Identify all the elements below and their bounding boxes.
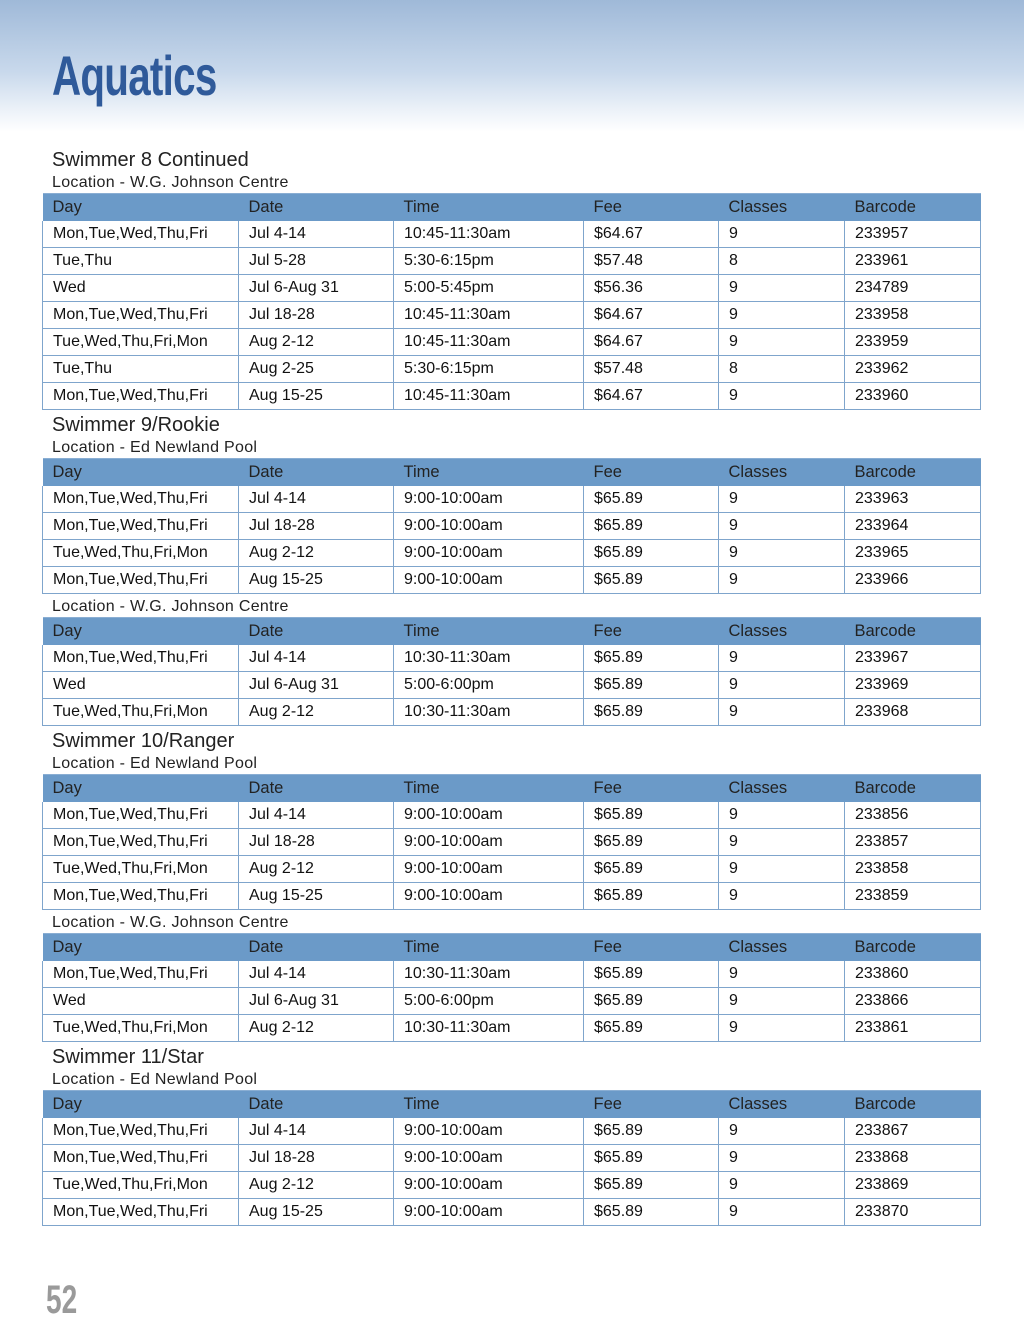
- column-header: Fee: [584, 194, 719, 222]
- table-cell: Mon,Tue,Wed,Thu,Fri: [43, 961, 239, 988]
- table-row: [43, 856, 981, 883]
- table-cell: 233868: [845, 1145, 981, 1172]
- table-cell: 9:00-10:00am: [394, 829, 584, 856]
- table-cell: Jul 6-Aug 31: [239, 672, 394, 699]
- table-cell: 10:30-11:30am: [394, 645, 584, 672]
- section-title: Swimmer 10/Ranger: [52, 730, 235, 752]
- table-cell: 9: [719, 302, 845, 329]
- table-cell: $65.89: [584, 1199, 719, 1226]
- table-row: [43, 567, 981, 594]
- table-cell: 9: [719, 513, 845, 540]
- table-cell: 9: [719, 883, 845, 910]
- table-row: [43, 486, 981, 513]
- column-header: Time: [394, 934, 584, 962]
- table-cell: 8: [719, 248, 845, 275]
- table-cell: 10:45-11:30am: [394, 383, 584, 410]
- table-cell: Jul 5-28: [239, 248, 394, 275]
- table-cell: $56.36: [584, 275, 719, 302]
- table-cell: Tue,Wed,Thu,Fri,Mon: [43, 1015, 239, 1042]
- table-cell: $65.89: [584, 829, 719, 856]
- column-header: Time: [394, 194, 584, 222]
- column-header: Barcode: [845, 775, 981, 803]
- table-cell: 9: [719, 1199, 845, 1226]
- table-row: [43, 221, 981, 248]
- table-cell: Jul 6-Aug 31: [239, 275, 394, 302]
- table-cell: $65.89: [584, 699, 719, 726]
- table-row: [43, 248, 981, 275]
- table-cell: 233958: [845, 302, 981, 329]
- table-cell: Wed: [43, 988, 239, 1015]
- table-cell: 9:00-10:00am: [394, 856, 584, 883]
- location-label: Location - W.G. Johnson Centre: [52, 914, 289, 931]
- schedule-table: [42, 1090, 981, 1226]
- table-cell: Jul 18-28: [239, 513, 394, 540]
- table-cell: Mon,Tue,Wed,Thu,Fri: [43, 1199, 239, 1226]
- table-cell: 233968: [845, 699, 981, 726]
- table-cell: Aug 2-12: [239, 540, 394, 567]
- table-row: [43, 802, 981, 829]
- table-cell: 9: [719, 699, 845, 726]
- column-header: Date: [239, 459, 394, 487]
- table-cell: Aug 2-12: [239, 329, 394, 356]
- table-header-row: [43, 459, 981, 487]
- table-cell: $65.89: [584, 645, 719, 672]
- table-cell: 233964: [845, 513, 981, 540]
- column-header: Fee: [584, 459, 719, 487]
- column-header: Day: [43, 775, 239, 803]
- table-cell: 9: [719, 829, 845, 856]
- table-cell: 5:00-6:00pm: [394, 988, 584, 1015]
- schedule-table: [42, 617, 981, 726]
- table-cell: Mon,Tue,Wed,Thu,Fri: [43, 1118, 239, 1145]
- table-row: [43, 1172, 981, 1199]
- column-header: Barcode: [845, 934, 981, 962]
- table-cell: Mon,Tue,Wed,Thu,Fri: [43, 883, 239, 910]
- column-header: Date: [239, 194, 394, 222]
- table-cell: 9: [719, 802, 845, 829]
- table-row: [43, 1199, 981, 1226]
- table-cell: $65.89: [584, 988, 719, 1015]
- table-cell: Mon,Tue,Wed,Thu,Fri: [43, 221, 239, 248]
- table-cell: Tue,Wed,Thu,Fri,Mon: [43, 856, 239, 883]
- table-cell: Tue,Wed,Thu,Fri,Mon: [43, 1172, 239, 1199]
- table-cell: $65.89: [584, 802, 719, 829]
- table-cell: $64.67: [584, 329, 719, 356]
- table-cell: Aug 15-25: [239, 567, 394, 594]
- location-label: Location - Ed Newland Pool: [52, 439, 258, 456]
- table-cell: 9: [719, 329, 845, 356]
- table-cell: Aug 15-25: [239, 1199, 394, 1226]
- table-cell: 9:00-10:00am: [394, 1199, 584, 1226]
- table-cell: Mon,Tue,Wed,Thu,Fri: [43, 645, 239, 672]
- table-cell: 10:45-11:30am: [394, 221, 584, 248]
- location-label: Location - Ed Newland Pool: [52, 755, 258, 772]
- table-cell: 233962: [845, 356, 981, 383]
- column-header: Classes: [719, 934, 845, 962]
- table-row: [43, 329, 981, 356]
- table-cell: Tue,Wed,Thu,Fri,Mon: [43, 699, 239, 726]
- table-cell: Tue,Thu: [43, 356, 239, 383]
- column-header: Barcode: [845, 618, 981, 646]
- table-cell: 9:00-10:00am: [394, 513, 584, 540]
- table-cell: $65.89: [584, 883, 719, 910]
- page-number: 52: [46, 1278, 78, 1322]
- table-cell: $57.48: [584, 356, 719, 383]
- table-cell: 233969: [845, 672, 981, 699]
- column-header: Time: [394, 775, 584, 803]
- table-cell: 9: [719, 486, 845, 513]
- table-header-row: [43, 618, 981, 646]
- table-cell: $64.67: [584, 221, 719, 248]
- table-cell: 10:30-11:30am: [394, 699, 584, 726]
- table-row: [43, 540, 981, 567]
- table-row: [43, 383, 981, 410]
- table-cell: Aug 2-12: [239, 1172, 394, 1199]
- table-cell: $65.89: [584, 961, 719, 988]
- table-cell: 9:00-10:00am: [394, 567, 584, 594]
- page-title: Aquatics: [52, 44, 217, 107]
- table-header-row: [43, 934, 981, 962]
- location-label: Location - W.G. Johnson Centre: [52, 174, 289, 191]
- column-header: Classes: [719, 775, 845, 803]
- column-header: Classes: [719, 194, 845, 222]
- table-row: [43, 302, 981, 329]
- table-cell: Jul 4-14: [239, 1118, 394, 1145]
- table-cell: $64.67: [584, 383, 719, 410]
- table-cell: 10:30-11:30am: [394, 1015, 584, 1042]
- table-cell: 233867: [845, 1118, 981, 1145]
- table-cell: Tue,Wed,Thu,Fri,Mon: [43, 540, 239, 567]
- table-cell: Mon,Tue,Wed,Thu,Fri: [43, 1145, 239, 1172]
- table-cell: Mon,Tue,Wed,Thu,Fri: [43, 567, 239, 594]
- table-row: [43, 356, 981, 383]
- table-row: [43, 829, 981, 856]
- table-cell: 233861: [845, 1015, 981, 1042]
- column-header: Day: [43, 194, 239, 222]
- table-cell: 10:30-11:30am: [394, 961, 584, 988]
- table-row: [43, 699, 981, 726]
- table-cell: 9: [719, 383, 845, 410]
- table-cell: 9:00-10:00am: [394, 1172, 584, 1199]
- column-header: Date: [239, 934, 394, 962]
- table-cell: 233957: [845, 221, 981, 248]
- table-cell: 8: [719, 356, 845, 383]
- column-header: Barcode: [845, 459, 981, 487]
- table-cell: 9:00-10:00am: [394, 540, 584, 567]
- table-row: [43, 645, 981, 672]
- table-row: [43, 672, 981, 699]
- table-cell: Aug 2-25: [239, 356, 394, 383]
- column-header: Time: [394, 459, 584, 487]
- table-row: [43, 1015, 981, 1042]
- location-label: Location - W.G. Johnson Centre: [52, 598, 289, 615]
- table-row: [43, 1118, 981, 1145]
- table-cell: Jul 4-14: [239, 645, 394, 672]
- table-cell: Aug 2-12: [239, 1015, 394, 1042]
- table-cell: Wed: [43, 275, 239, 302]
- table-cell: Jul 4-14: [239, 486, 394, 513]
- column-header: Fee: [584, 775, 719, 803]
- table-cell: $65.89: [584, 856, 719, 883]
- table-cell: 234789: [845, 275, 981, 302]
- table-cell: 9: [719, 567, 845, 594]
- table-cell: Mon,Tue,Wed,Thu,Fri: [43, 513, 239, 540]
- table-row: [43, 275, 981, 302]
- table-cell: Aug 2-12: [239, 856, 394, 883]
- table-cell: 9:00-10:00am: [394, 802, 584, 829]
- table-cell: Mon,Tue,Wed,Thu,Fri: [43, 829, 239, 856]
- table-cell: Mon,Tue,Wed,Thu,Fri: [43, 486, 239, 513]
- table-cell: $65.89: [584, 567, 719, 594]
- table-cell: $65.89: [584, 1015, 719, 1042]
- column-header: Time: [394, 1091, 584, 1119]
- table-cell: 233870: [845, 1199, 981, 1226]
- table-row: [43, 1145, 981, 1172]
- table-cell: Jul 4-14: [239, 802, 394, 829]
- table-cell: $65.89: [584, 1145, 719, 1172]
- table-cell: $65.89: [584, 672, 719, 699]
- table-cell: 233961: [845, 248, 981, 275]
- table-cell: Aug 15-25: [239, 383, 394, 410]
- table-cell: $65.89: [584, 1118, 719, 1145]
- table-cell: 9: [719, 221, 845, 248]
- table-cell: 233967: [845, 645, 981, 672]
- table-cell: 9: [719, 1118, 845, 1145]
- table-header-row: [43, 775, 981, 803]
- location-label: Location - Ed Newland Pool: [52, 1071, 258, 1088]
- column-header: Fee: [584, 934, 719, 962]
- table-cell: 233857: [845, 829, 981, 856]
- table-cell: 233866: [845, 988, 981, 1015]
- table-row: [43, 961, 981, 988]
- column-header: Classes: [719, 1091, 845, 1119]
- table-cell: 9: [719, 1145, 845, 1172]
- table-cell: 5:00-5:45pm: [394, 275, 584, 302]
- table-row: [43, 988, 981, 1015]
- table-cell: 9:00-10:00am: [394, 486, 584, 513]
- section-title: Swimmer 8 Continued: [52, 149, 249, 171]
- column-header: Classes: [719, 618, 845, 646]
- schedule-table: [42, 458, 981, 594]
- table-cell: 5:00-6:00pm: [394, 672, 584, 699]
- column-header: Time: [394, 618, 584, 646]
- table-cell: 5:30-6:15pm: [394, 356, 584, 383]
- table-cell: Aug 15-25: [239, 883, 394, 910]
- table-cell: 10:45-11:30am: [394, 329, 584, 356]
- column-header: Classes: [719, 459, 845, 487]
- column-header: Fee: [584, 1091, 719, 1119]
- table-cell: Tue,Thu: [43, 248, 239, 275]
- section-title: Swimmer 11/Star: [52, 1046, 204, 1068]
- table-cell: 9: [719, 672, 845, 699]
- column-header: Barcode: [845, 1091, 981, 1119]
- table-cell: 9:00-10:00am: [394, 1118, 584, 1145]
- table-cell: 9: [719, 275, 845, 302]
- table-cell: 9: [719, 988, 845, 1015]
- table-cell: 233856: [845, 802, 981, 829]
- table-cell: $57.48: [584, 248, 719, 275]
- table-cell: 9: [719, 856, 845, 883]
- table-cell: Mon,Tue,Wed,Thu,Fri: [43, 802, 239, 829]
- table-cell: $65.89: [584, 486, 719, 513]
- table-cell: 9:00-10:00am: [394, 1145, 584, 1172]
- column-header: Day: [43, 934, 239, 962]
- table-cell: Mon,Tue,Wed,Thu,Fri: [43, 302, 239, 329]
- table-cell: Aug 2-12: [239, 699, 394, 726]
- schedule-table: [42, 933, 981, 1042]
- table-cell: 9: [719, 1015, 845, 1042]
- table-row: [43, 883, 981, 910]
- table-cell: Mon,Tue,Wed,Thu,Fri: [43, 383, 239, 410]
- column-header: Day: [43, 1091, 239, 1119]
- table-cell: $65.89: [584, 1172, 719, 1199]
- table-header-row: [43, 1091, 981, 1119]
- table-cell: 233965: [845, 540, 981, 567]
- table-cell: 233966: [845, 567, 981, 594]
- table-cell: $65.89: [584, 513, 719, 540]
- column-header: Day: [43, 459, 239, 487]
- table-cell: 233859: [845, 883, 981, 910]
- table-cell: Jul 4-14: [239, 221, 394, 248]
- table-cell: 233960: [845, 383, 981, 410]
- table-cell: Jul 18-28: [239, 1145, 394, 1172]
- table-cell: 233959: [845, 329, 981, 356]
- table-cell: Jul 18-28: [239, 302, 394, 329]
- table-cell: 233860: [845, 961, 981, 988]
- column-header: Date: [239, 775, 394, 803]
- table-cell: 10:45-11:30am: [394, 302, 584, 329]
- schedule-table: [42, 774, 981, 910]
- column-header: Day: [43, 618, 239, 646]
- table-cell: Tue,Wed,Thu,Fri,Mon: [43, 329, 239, 356]
- table-header-row: [43, 194, 981, 222]
- table-cell: Wed: [43, 672, 239, 699]
- section-title: Swimmer 9/Rookie: [52, 414, 220, 436]
- table-cell: 9: [719, 645, 845, 672]
- table-cell: 9:00-10:00am: [394, 883, 584, 910]
- column-header: Date: [239, 1091, 394, 1119]
- column-header: Barcode: [845, 194, 981, 222]
- column-header: Date: [239, 618, 394, 646]
- table-cell: $65.89: [584, 540, 719, 567]
- table-cell: Jul 4-14: [239, 961, 394, 988]
- schedule-content: [0, 148, 1024, 1229]
- table-row: [43, 513, 981, 540]
- table-cell: 9: [719, 540, 845, 567]
- table-cell: 233869: [845, 1172, 981, 1199]
- table-cell: Jul 6-Aug 31: [239, 988, 394, 1015]
- table-cell: $64.67: [584, 302, 719, 329]
- table-cell: 233858: [845, 856, 981, 883]
- table-cell: 5:30-6:15pm: [394, 248, 584, 275]
- table-cell: 9: [719, 961, 845, 988]
- table-cell: 9: [719, 1172, 845, 1199]
- schedule-table: [42, 193, 981, 410]
- table-cell: Jul 18-28: [239, 829, 394, 856]
- table-cell: 233963: [845, 486, 981, 513]
- column-header: Fee: [584, 618, 719, 646]
